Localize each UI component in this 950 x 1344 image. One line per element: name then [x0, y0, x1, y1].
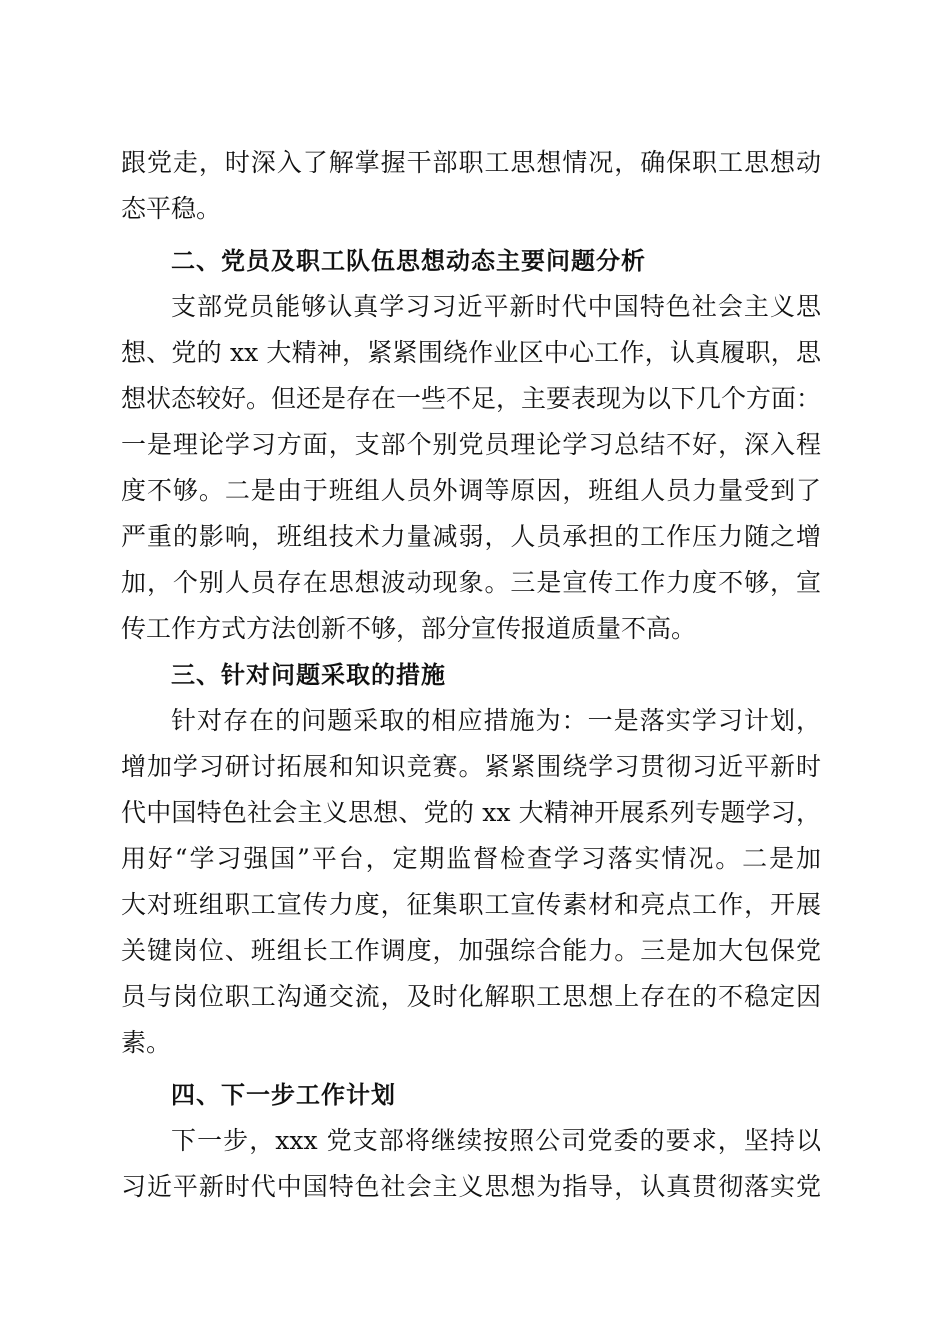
paragraph-line: 想状态较好。但还是存在一些不足，主要表现为以下几个方面：: [121, 384, 822, 413]
paragraph-3: [121, 698, 821, 1066]
section-heading-3: 三、针对问题采取的措施: [171, 661, 446, 689]
paragraph-line: 一是理论学习方面，支部个别党员理论学习总结不好，深入程: [121, 430, 821, 459]
paragraph-line: 代中国特色社会主义思想、党的 xx 大精神开展系列专题学习，: [121, 798, 821, 827]
paragraph-4: [121, 1118, 821, 1210]
section-heading-2: 二、党员及职工队伍思想动态主要问题分析: [171, 247, 646, 275]
paragraph-line: 用好“学习强国”平台，定期监督检查学习落实情况。二是加: [121, 844, 821, 873]
paragraph-line: 严重的影响，班组技术力量减弱，人员承担的工作压力随之增: [121, 522, 821, 551]
document-body: [121, 140, 821, 1210]
paragraph-line: 针对存在的问题采取的相应措施为：一是落实学习计划，: [171, 706, 821, 735]
paragraph-1: [121, 140, 821, 232]
paragraph-line: 增加学习研讨拓展和知识竞赛。紧紧围绕学习贯彻习近平新时: [121, 752, 821, 781]
paragraph-line: 度不够。二是由于班组人员外调等原因，班组人员力量受到了: [121, 476, 821, 505]
paragraph-line: 想、党的 xx 大精神，紧紧围绕作业区中心工作，认真履职，思: [121, 338, 821, 367]
section-heading-4: 四、下一步工作计划: [171, 1081, 396, 1109]
paragraph-line: 态平稳。: [121, 194, 222, 223]
paragraph-line: 员与岗位职工沟通交流，及时化解职工思想上存在的不稳定因: [121, 982, 821, 1011]
paragraph-line: 下一步，xxx 党支部将继续按照公司党委的要求，坚持以: [171, 1126, 821, 1155]
paragraph-line: 大对班组职工宣传力度，征集职工宣传素材和亮点工作，开展: [121, 890, 821, 919]
paragraph-line: 加，个别人员存在思想波动现象。三是宣传工作力度不够，宣: [121, 568, 821, 597]
paragraph-2: [121, 284, 821, 652]
paragraph-line: 习近平新时代中国特色社会主义思想为指导，认真贯彻落实党: [121, 1172, 821, 1201]
paragraph-line: 素。: [121, 1028, 172, 1057]
paragraph-line: 传工作方式方法创新不够，部分宣传报道质量不高。: [121, 614, 697, 643]
paragraph-line: 支部党员能够认真学习习近平新时代中国特色社会主义思: [171, 292, 821, 321]
paragraph-line: 关键岗位、班组长工作调度，加强综合能力。三是加大包保党: [121, 936, 821, 965]
paragraph-line: 跟党走，时深入了解掌握干部职工思想情况，确保职工思想动: [121, 148, 821, 177]
